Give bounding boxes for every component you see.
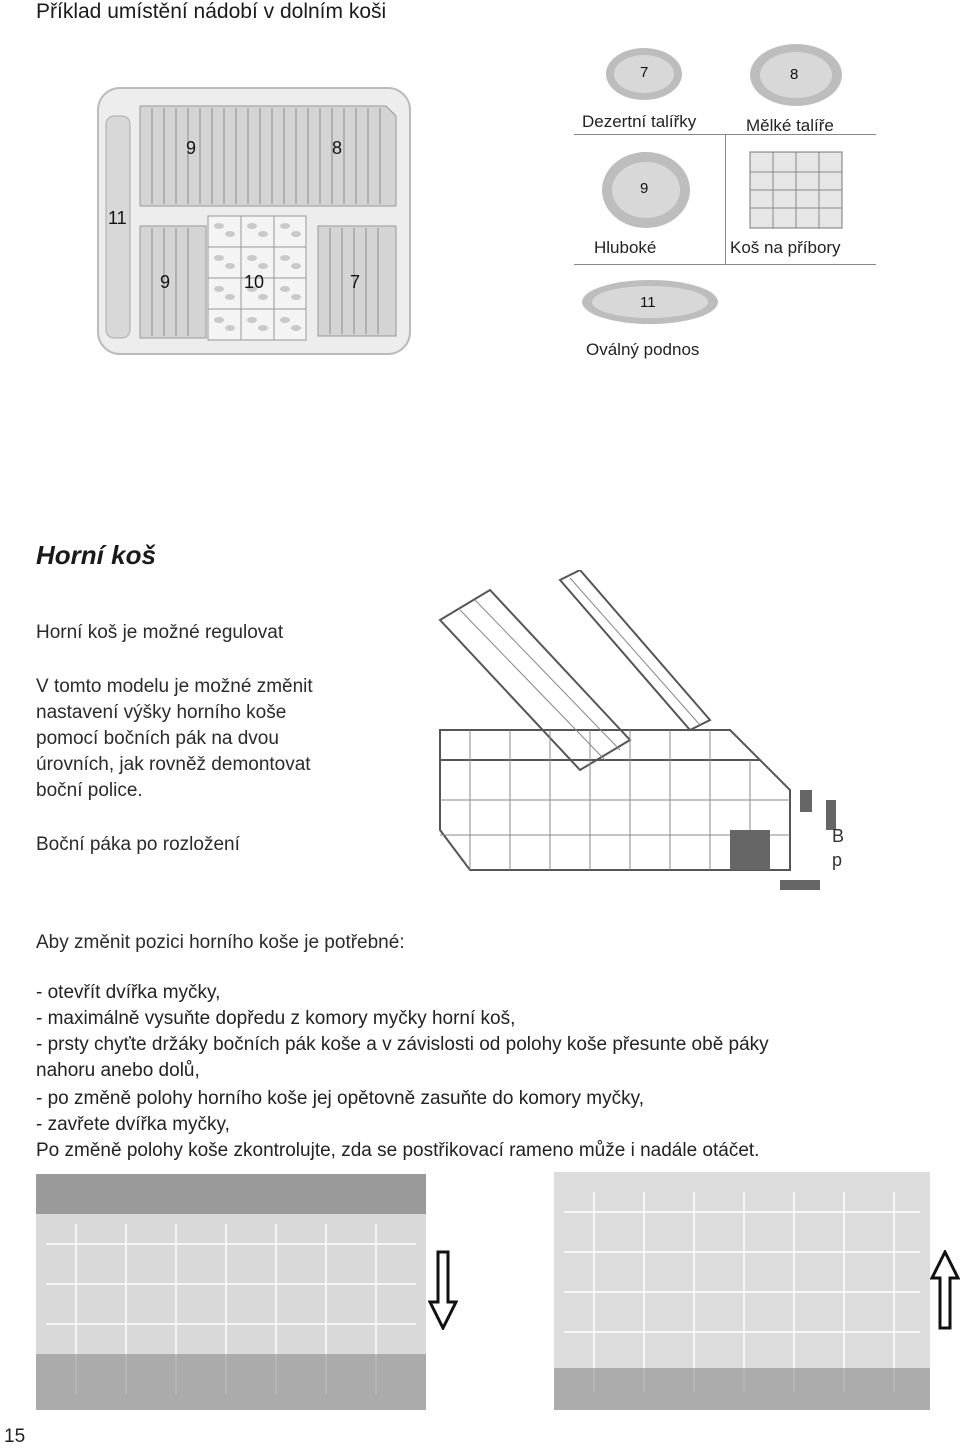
page-title: Příklad umístění nádobí v dolním koši [36,0,387,23]
deep-label: Hluboké [594,238,657,257]
description-line: pomocí bočních pák na dvou [36,728,279,749]
arrow-down-icon [428,1250,458,1330]
dishes-legend [574,40,876,370]
photo-basket-up [554,1172,930,1410]
flat-number: 8 [790,66,799,83]
oval-number: 11 [640,294,656,311]
section-description [36,674,376,804]
flat-label: Mělké talíře [746,116,834,135]
lever-caption: Boční páka po rozložení [36,834,240,855]
figure-clip-text-2: p [832,850,843,870]
rack-label-11: 11 [108,208,127,228]
upper-basket-illustration [430,570,845,920]
photo-basket-up-drawing [554,1172,930,1410]
description-line: úrovních, jak rovněž demontovat [36,754,311,775]
rack-outline [96,86,412,356]
dessert-number: 7 [640,64,649,81]
legend-divider-vertical [725,134,726,264]
rack-layout-diagram [96,86,412,356]
cutlery-label: Koš na příbory [730,238,841,257]
instructions-intro: Aby změnit pozici horního koše je potřebné: [36,932,405,953]
upper-basket-drawing [430,570,843,920]
rack-label-10: 10 [244,272,265,292]
instruction-line: - maximálně vysuňte dopředu z komory myčky horní koš, [36,1008,516,1029]
oval-label: Oválný podnos [586,340,700,359]
deep-number: 9 [640,180,649,197]
arrow-up-icon [930,1250,960,1330]
description-line: nastavení výšky horního koše [36,702,287,723]
instruction-line: - prsty chyťte držáky bočních pák koše a v závislosti od polohy koše přesunte obě páky [36,1034,769,1055]
cutlery-basket-icon [746,146,846,230]
description-line: boční police. [36,780,143,801]
instruction-line: nahoru anebo dolů, [36,1060,200,1081]
section-intro: Horní koš je možné regulovat [36,622,284,643]
page-number: 15 [4,1426,26,1447]
instruction-line: - otevřít dvířka myčky, [36,982,221,1003]
section-heading: Horní koš [36,540,156,570]
figure-clip-text-1: B [832,826,845,846]
instruction-line: - po změně polohy horního koše jej opětovně zasuňte do komory myčky, [36,1088,644,1109]
rack-label-8: 8 [332,138,343,158]
rack-label-9-top: 9 [186,138,197,158]
rack-label-7: 7 [350,272,361,292]
description-line: V tomto modelu je možné změnit [36,676,313,697]
instruction-line: - zavřete dvířka myčky, [36,1114,230,1135]
photo-basket-down-drawing [36,1174,426,1410]
rack-label-9-bottom: 9 [160,272,171,292]
dessert-label: Dezertní talířky [582,112,697,131]
photo-basket-down [36,1174,426,1410]
instruction-line: Po změně polohy koše zkontrolujte, zda se postřikovací rameno může i nadále otáčet. [36,1140,760,1161]
legend-divider-2 [574,264,876,265]
